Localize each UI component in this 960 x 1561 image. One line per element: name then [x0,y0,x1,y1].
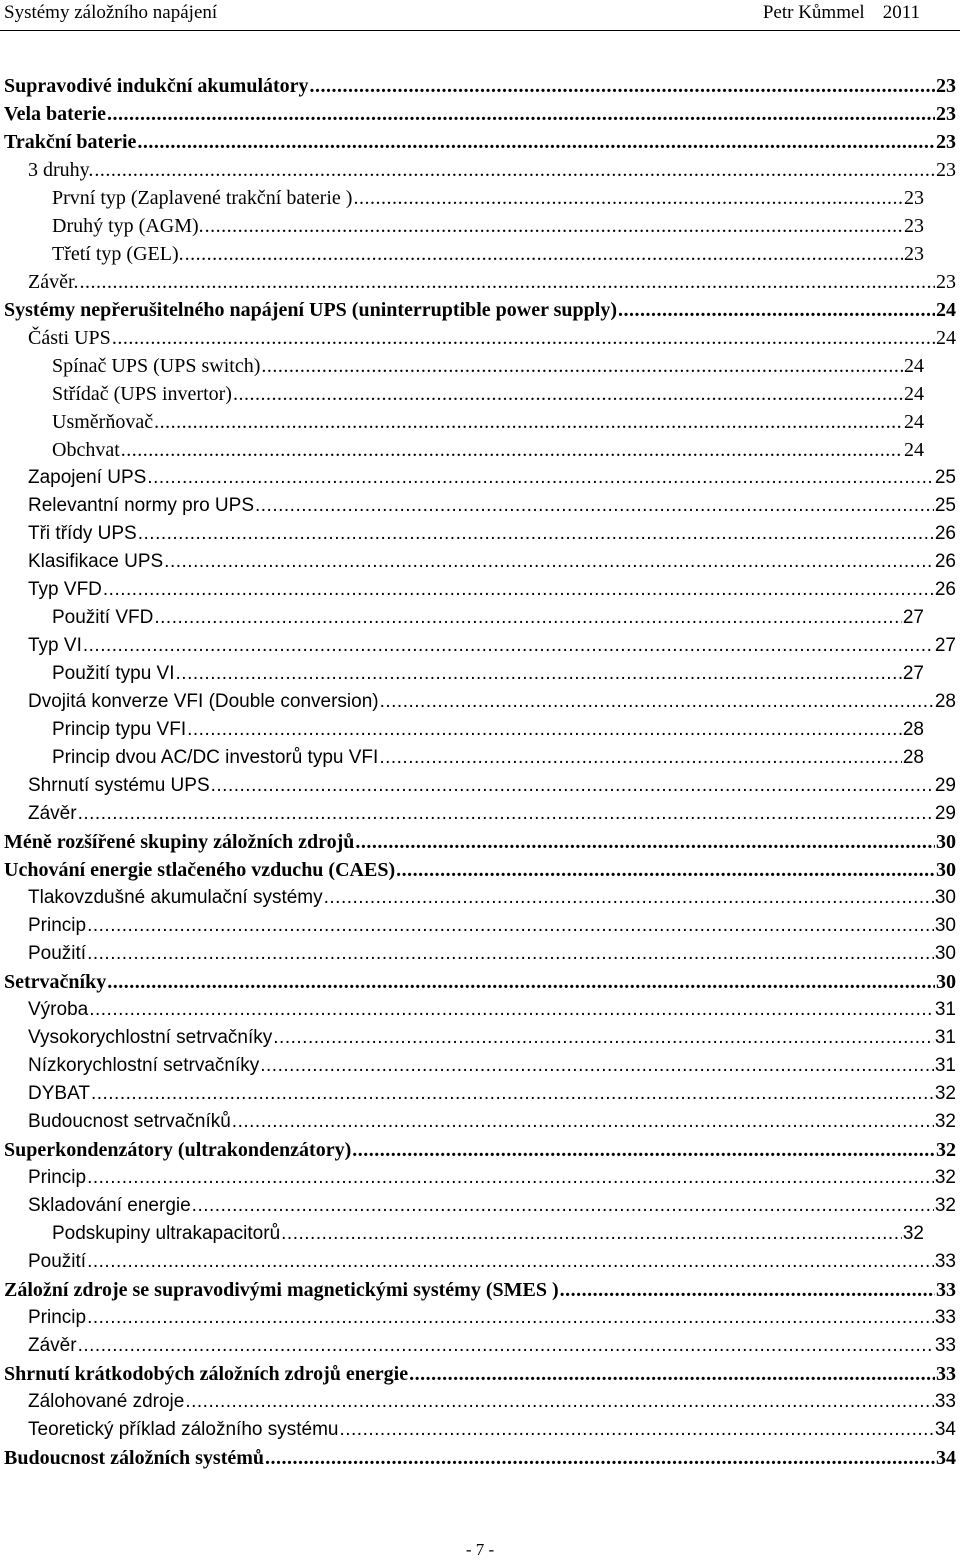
toc-dot-leader [154,606,901,630]
toc-entry-title: Obchvat [52,439,120,461]
toc-entry[interactable] [0,322,960,350]
toc-dot-leader [147,466,934,490]
toc-entry-title: Uchování energie stlačeného vzduchu (CAES) [4,859,396,881]
toc-entry[interactable] [0,1162,960,1190]
toc-entry-title: Části UPS [28,327,111,349]
toc-dot-leader [273,1026,934,1050]
toc-dot-leader [352,1138,935,1162]
toc-dot-leader [78,1334,934,1358]
toc-entry-page: 33 [934,1307,956,1328]
toc-entry-title: Střídač (UPS invertor) [52,383,232,405]
toc-entry-title: Použití VFD [52,607,154,628]
toc-dot-leader [265,1446,935,1470]
toc-entry[interactable] [0,630,960,658]
page-number: - 7 - [465,1540,495,1559]
toc-entry[interactable] [0,154,960,182]
toc-entry-title: Princip typu VFI [52,719,187,740]
toc-entry-title: Zapojení UPS [28,467,147,488]
toc-entry[interactable] [0,294,960,322]
toc-dot-leader [87,1250,934,1274]
toc-entry-title: Usměrňovač [52,411,154,433]
toc-entry-page: 29 [934,775,956,796]
toc-entry-page: 23 [904,215,924,237]
toc-entry-page: 23 [904,243,924,265]
toc-entry-title: Princip [28,1307,87,1328]
toc-entry-title: Vela baterie [4,103,107,125]
toc-entry[interactable] [0,770,960,798]
toc-entry[interactable] [0,462,960,490]
toc-entry-title: Dvojitá konverze VFI (Double conversion) [28,691,379,712]
toc-entry-title: Podskupiny ultrakapacitorů [52,1223,281,1244]
toc-entry-page: 33 [934,1251,956,1272]
toc-entry[interactable] [0,1190,960,1218]
toc-entry-page: 33 [936,1363,956,1385]
toc-entry[interactable] [0,1218,960,1246]
toc-dot-leader [232,1110,934,1134]
toc-entry[interactable] [0,406,960,434]
toc-entry-page: 34 [934,1419,956,1440]
toc-dot-leader [205,214,903,238]
toc-entry[interactable] [0,210,960,238]
toc-entry[interactable] [0,98,960,126]
toc-entry-title: Princip [28,915,87,936]
toc-entry-page: 30 [936,859,956,881]
toc-dot-leader [138,522,934,546]
toc-entry-page: 31 [934,1027,956,1048]
toc-dot-leader [107,970,935,994]
toc-entry[interactable] [0,1050,960,1078]
toc-entry-page: 23 [904,187,924,209]
toc-entry-title: Skladování energie [28,1195,191,1216]
toc-entry-page: 33 [936,1279,956,1301]
toc-entry-page: 23 [936,131,956,153]
toc-dot-leader [355,830,935,854]
toc-entry-title: Použití [28,1251,87,1272]
toc-dot-leader [87,942,934,966]
toc-entry-page: 25 [934,495,956,516]
toc-entry-page: 32 [934,1111,956,1132]
page-header [0,0,960,36]
toc-entry-title: Třetí typ (GEL). [52,243,184,265]
table-of-contents [0,70,960,1470]
toc-entry-page: 26 [934,579,956,600]
toc-entry-title: Spínač UPS (UPS switch) [52,355,261,377]
toc-entry-page: 26 [934,523,956,544]
toc-entry[interactable] [0,686,960,714]
toc-dot-leader [353,186,903,210]
toc-entry-title: Použití typu VI [52,663,175,684]
toc-entry-page: 26 [934,551,956,572]
toc-entry-title: Nízkorychlostní setrvačníky [28,1055,260,1076]
toc-entry-title: Výroba [28,999,89,1020]
toc-entry-page: 32 [934,1083,956,1104]
toc-entry[interactable] [0,938,960,966]
toc-dot-leader [89,998,934,1022]
toc-dot-leader [83,634,934,658]
toc-entry-title: Shrnutí krátkodobých záložních zdrojů energie [4,1363,409,1385]
toc-entry-page: 29 [934,803,956,824]
document-title: Systémy záložního napájení [4,2,218,23]
toc-dot-leader [396,858,935,882]
author-name: Petr Kůmmel [762,2,865,23]
toc-entry-page: 23 [936,159,956,181]
toc-entry[interactable] [0,1246,960,1274]
toc-entry-title: Tři třídy UPS [28,523,137,544]
toc-dot-leader [560,1278,935,1302]
toc-entry[interactable] [0,854,960,882]
toc-entry-title: Relevantní normy pro UPS [28,495,254,516]
toc-entry-page: 27 [902,607,924,628]
toc-dot-leader [91,1082,934,1106]
toc-entry-page: 32 [902,1223,924,1244]
toc-entry-title: Typ VFD [28,579,102,600]
toc-entry-title: Klasifikace UPS [28,551,164,572]
toc-entry[interactable] [0,1358,960,1386]
toc-entry-page: 27 [934,635,956,656]
toc-entry-page: 25 [934,467,956,488]
toc-entry-title: Budoucnost záložních systémů [4,1447,265,1469]
toc-entry-title: Závěr [28,803,77,824]
toc-entry-title: Závěr [28,1335,77,1356]
toc-entry-page: 24 [904,411,924,433]
toc-entry-title: Méně rozšířené skupiny záložních zdrojů [4,831,355,853]
toc-dot-leader [164,550,934,574]
toc-entry-page: 34 [936,1447,956,1469]
toc-dot-leader [112,326,935,350]
header-divider [0,30,960,31]
toc-entry-page: 30 [936,971,956,993]
toc-dot-leader [192,1194,934,1218]
toc-entry-page: 28 [902,747,924,768]
toc-entry[interactable] [0,518,960,546]
toc-entry[interactable] [0,714,960,742]
toc-entry[interactable] [0,1274,960,1302]
toc-entry-title: Superkondenzátory (ultrakondenzátory) [4,1139,352,1161]
toc-dot-leader [185,1390,934,1414]
toc-entry-title: Teoretický příklad záložního systému [28,1419,339,1440]
toc-entry[interactable] [0,1442,960,1470]
toc-entry-title: Trakční baterie [4,131,137,153]
toc-entry-page: 23 [936,103,956,125]
toc-dot-leader [78,802,934,826]
toc-dot-leader [211,774,934,798]
toc-entry[interactable] [0,966,960,994]
toc-entry[interactable] [0,182,960,210]
toc-entry-page: 24 [904,383,924,405]
toc-entry[interactable] [0,910,960,938]
toc-dot-leader [87,1166,934,1190]
toc-entry[interactable] [0,1414,960,1442]
toc-entry[interactable] [0,798,960,826]
toc-dot-leader [94,158,935,182]
toc-entry-page: 24 [936,327,956,349]
toc-entry-title: Setrvačníky [4,971,107,993]
toc-entry[interactable] [0,490,960,518]
toc-entry-title: Použití [28,943,87,964]
toc-dot-leader [80,270,935,294]
toc-dot-leader [310,74,935,98]
toc-dot-leader [137,130,935,154]
toc-entry-title: Supravodivé indukční akumulátory [4,75,309,97]
toc-dot-leader [324,886,934,910]
toc-dot-leader [339,1418,933,1442]
toc-dot-leader [233,382,903,406]
toc-entry-title: Zálohované zdroje [28,1391,185,1412]
toc-entry-title: Princip [28,1167,87,1188]
toc-entry-page: 32 [936,1139,956,1161]
toc-entry[interactable] [0,574,960,602]
toc-entry[interactable] [0,126,960,154]
toc-entry-title: Typ VI [28,635,82,656]
toc-entry[interactable] [0,1386,960,1414]
header-author-year [763,2,920,24]
toc-entry-page: 30 [934,915,956,936]
toc-dot-leader [185,242,903,266]
toc-dot-leader [261,354,903,378]
toc-dot-leader [281,1222,902,1246]
toc-dot-leader [618,298,935,322]
toc-entry-page: 31 [934,1055,956,1076]
toc-entry[interactable] [0,602,960,630]
toc-entry[interactable] [0,546,960,574]
toc-dot-leader [260,1054,934,1078]
toc-entry-page: 32 [934,1167,956,1188]
toc-entry-page: 27 [902,663,924,684]
toc-entry-page: 24 [904,355,924,377]
toc-entry-page: 28 [934,691,956,712]
toc-entry-title: Vysokorychlostní setrvačníky [28,1027,273,1048]
toc-entry-page: 32 [934,1195,956,1216]
toc-entry-title: Tlakovzdušné akumulační systémy [28,887,323,908]
toc-dot-leader [255,494,934,518]
toc-entry[interactable] [0,350,960,378]
toc-dot-leader [176,662,902,686]
toc-entry[interactable] [0,266,960,294]
toc-entry-title: DYBAT [28,1083,90,1104]
toc-entry-title: Systémy nepřerušitelného napájení UPS (uninterruptible power supply) [4,299,618,321]
toc-entry[interactable] [0,70,960,98]
toc-entry-page: 30 [936,831,956,853]
toc-dot-leader [380,690,934,714]
toc-entry[interactable] [0,658,960,686]
toc-entry-page: 30 [934,887,956,908]
toc-entry-page: 28 [902,719,924,740]
toc-entry[interactable] [0,238,960,266]
toc-entry-title: Princip dvou AC/DC investorů typu VFI [52,747,379,768]
toc-entry-page: 23 [936,271,956,293]
toc-dot-leader [121,438,903,462]
toc-entry[interactable] [0,994,960,1022]
toc-entry[interactable] [0,434,960,462]
toc-entry-title: Shrnutí systému UPS [28,775,210,796]
toc-entry-title: Budoucnost setrvačníků [28,1111,231,1132]
toc-entry[interactable] [0,1134,960,1162]
toc-entry[interactable] [0,742,960,770]
toc-entry-page: 33 [934,1391,956,1412]
toc-entry-page: 31 [934,999,956,1020]
toc-entry[interactable] [0,1330,960,1358]
toc-entry-title: První typ (Zaplavené trakční baterie ) [52,187,353,209]
toc-entry-page: 33 [934,1335,956,1356]
year: 2011 [882,2,920,23]
toc-entry-page: 24 [904,439,924,461]
toc-dot-leader [87,1306,934,1330]
toc-entry-page: 23 [936,75,956,97]
toc-entry[interactable] [0,1078,960,1106]
toc-dot-leader [87,914,934,938]
toc-dot-leader [103,578,934,602]
toc-dot-leader [379,746,902,770]
toc-entry-title: Závěr. [28,271,79,293]
toc-entry[interactable] [0,1302,960,1330]
toc-dot-leader [107,102,935,126]
toc-dot-leader [187,718,902,742]
toc-entry[interactable] [0,1022,960,1050]
toc-entry-title: Záložní zdroje se supravodivými magnetickými systémy (SMES ) [4,1279,559,1301]
toc-entry[interactable] [0,1106,960,1134]
toc-entry[interactable] [0,882,960,910]
toc-entry-title: 3 druhy. [28,159,94,181]
toc-entry-page: 24 [936,299,956,321]
toc-dot-leader [409,1362,935,1386]
toc-entry-title: Druhý typ (AGM). [52,215,204,237]
toc-entry[interactable] [0,378,960,406]
toc-entry-page: 30 [934,943,956,964]
toc-entry[interactable] [0,826,960,854]
toc-dot-leader [154,410,903,434]
